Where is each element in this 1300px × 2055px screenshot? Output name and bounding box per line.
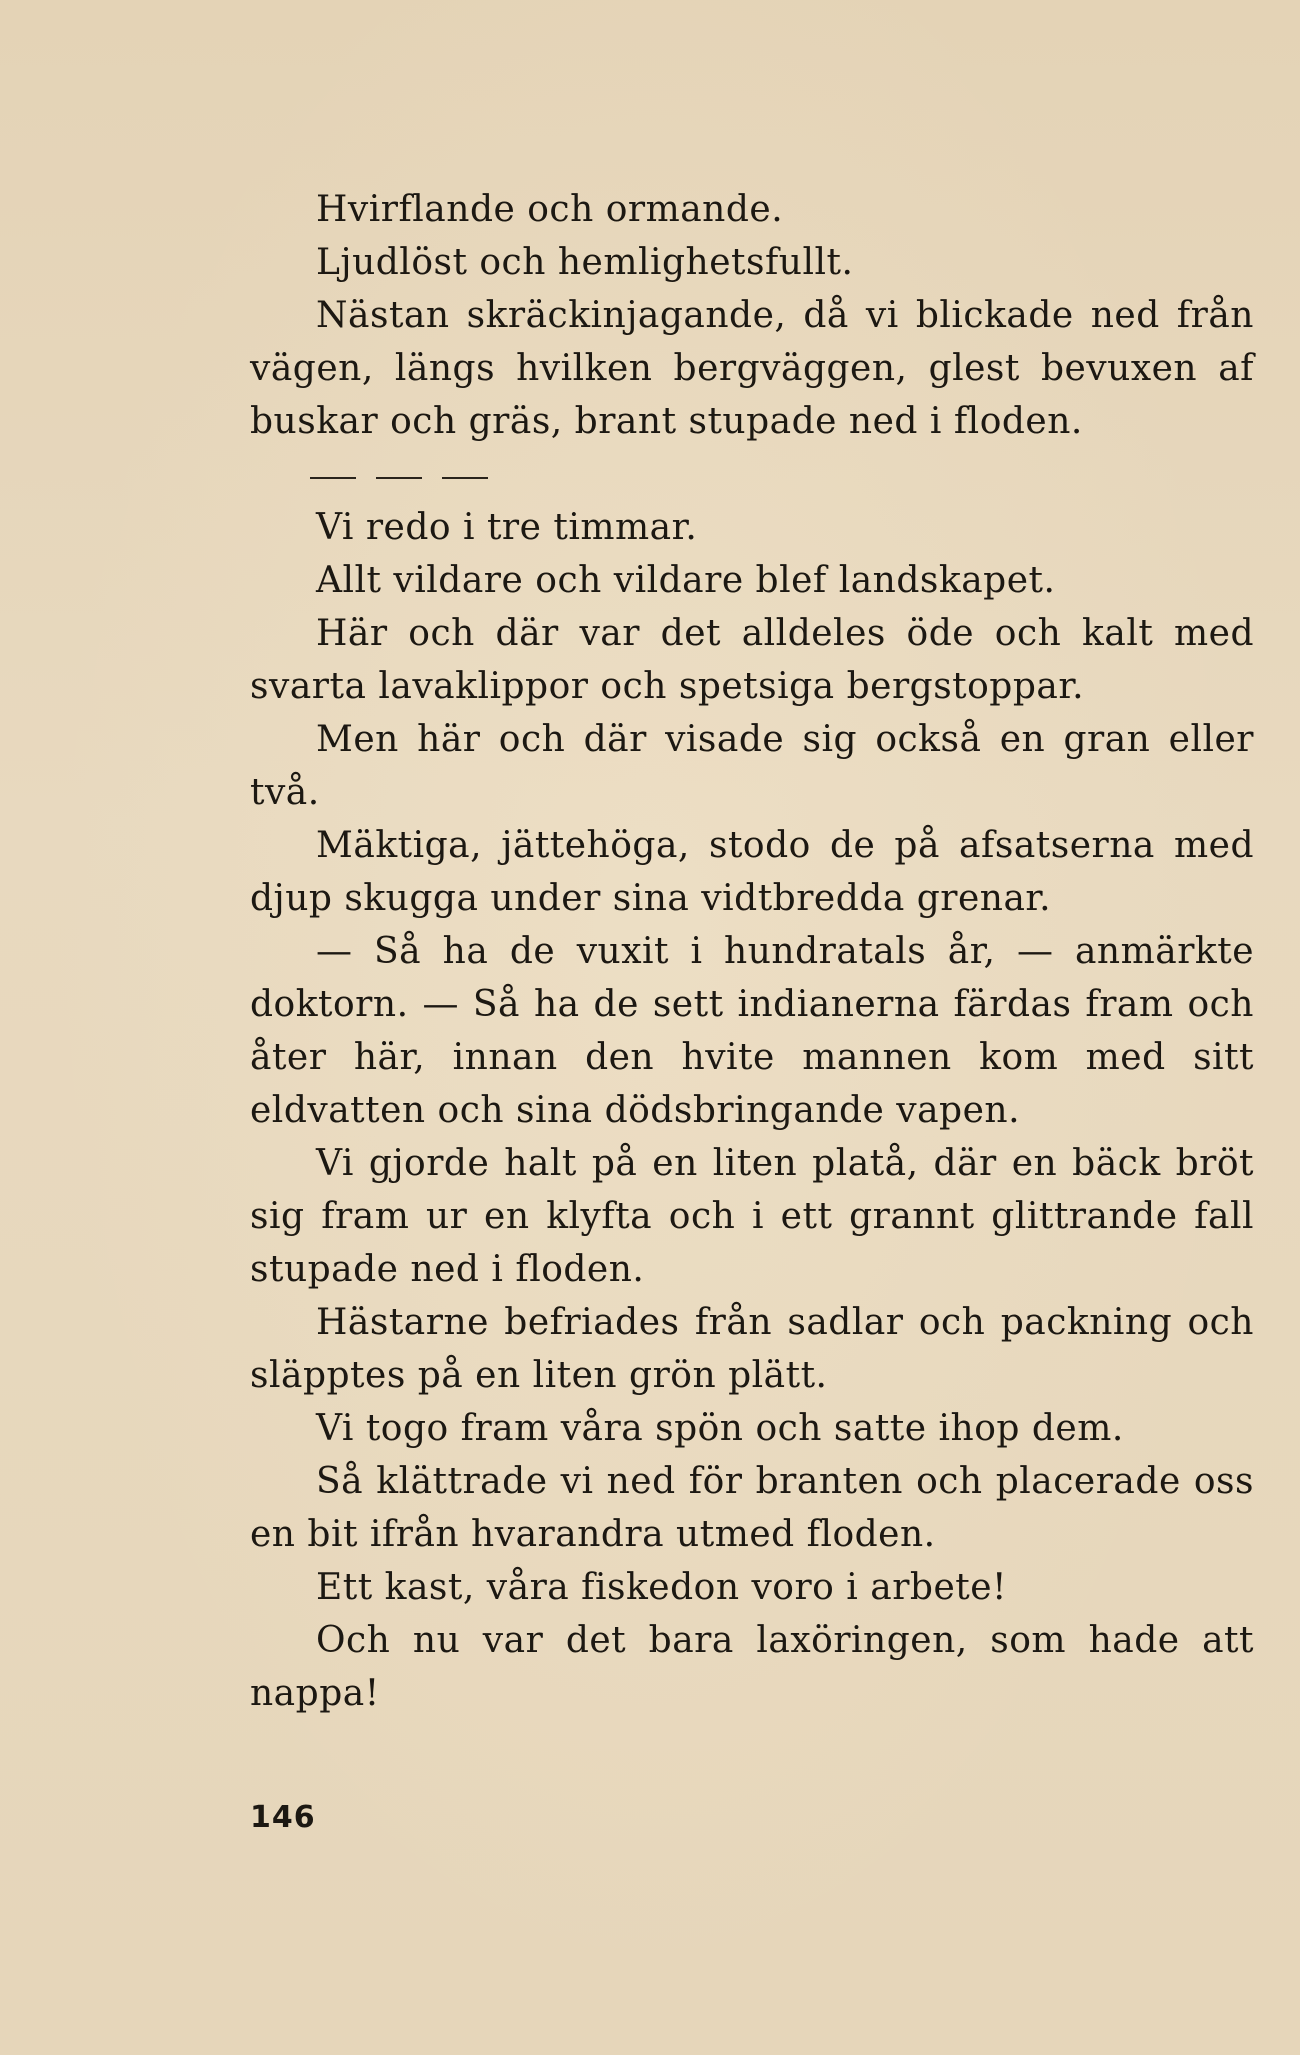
- paragraph: Vi gjorde halt på en liten platå, där en bäck bröt sig fram ur en klyfta och i ett grannt glittrande fall stupade ned i floden.: [250, 1143, 1254, 1290]
- paragraph: Hvirflande och ormande.: [316, 189, 784, 230]
- divider-dash: [376, 477, 422, 479]
- paragraph: Hästarne befriades från sadlar och packning och släpptes på en liten grön plätt.: [250, 1302, 1254, 1396]
- divider-dash: [310, 477, 356, 479]
- page-number: 146: [250, 1800, 316, 1835]
- paragraph: Ljudlöst och hemlighetsfullt.: [316, 242, 854, 283]
- body-text: [250, 183, 1254, 1720]
- paragraph: Vi redo i tre timmar.: [316, 507, 698, 548]
- paragraph: Mäktiga, jättehöga, stodo de på afsatserna med djup skugga under sina vidtbredda grenar.: [250, 825, 1254, 919]
- section-divider: [250, 448, 1254, 501]
- paragraph: Så klättrade vi ned för branten och placerade oss en bit ifrån hvarandra utmed floden.: [250, 1461, 1254, 1555]
- divider-dash: [442, 477, 488, 479]
- paragraph: Och nu var det bara laxöringen, som hade att nappa!: [250, 1620, 1254, 1714]
- paragraph: Allt vildare och vildare blef landskapet.: [316, 560, 1056, 601]
- paragraph: Nästan skräckinjagande, då vi blickade ned från vägen, längs hvilken bergväggen, glest bevuxen af buskar och gräs, brant stupade ned i floden.: [250, 295, 1254, 442]
- paragraph: — Så ha de vuxit i hundratals år, — anmärkte doktorn. — Så ha de sett indianerna färdas fram och åter här, innan den hvite mannen kom med sitt eldvatten och sina dödsbringande vapen.: [250, 931, 1254, 1131]
- paragraph: Här och där var det alldeles öde och kalt med svarta lavaklippor och spetsiga bergstoppar.: [250, 613, 1254, 707]
- paragraph: Vi togo fram våra spön och satte ihop dem.: [316, 1408, 1124, 1449]
- paragraph: Ett kast, våra fiskedon voro i arbete!: [316, 1567, 1008, 1608]
- paragraph: Men här och där visade sig också en gran eller två.: [250, 719, 1254, 813]
